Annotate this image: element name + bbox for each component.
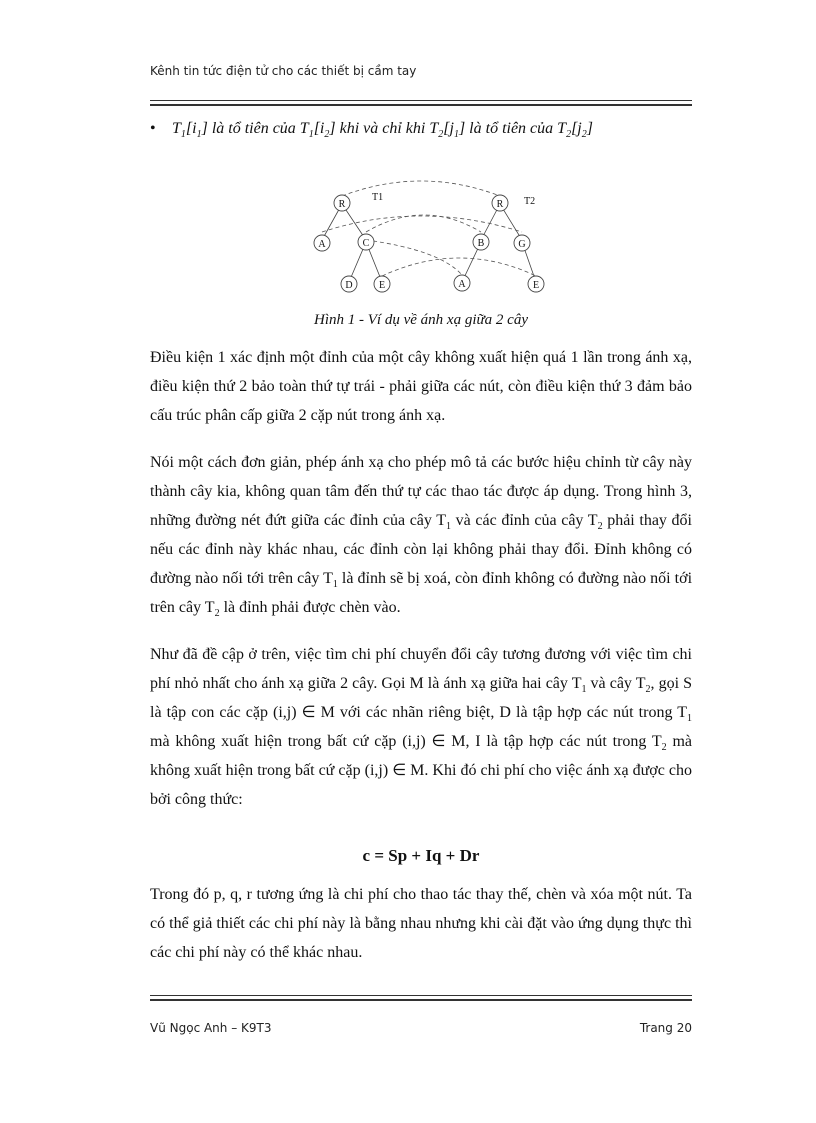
- svg-text:R: R: [496, 199, 504, 210]
- footer-page-number: Trang 20: [639, 1021, 692, 1035]
- svg-text:R: R: [338, 199, 346, 210]
- footer-rule-thin: [150, 995, 692, 996]
- svg-text:C: C: [362, 238, 370, 249]
- bullet-icon: •: [150, 120, 156, 137]
- tree1-label: T1: [372, 192, 384, 203]
- svg-text:A: A: [458, 279, 466, 290]
- mapping-c-a: [366, 240, 462, 275]
- header-rule-thin: [150, 100, 692, 101]
- tree2-label: T2: [524, 196, 536, 207]
- footer-author: Vũ Ngọc Anh – K9T3: [150, 1021, 272, 1035]
- mapping-e-e: [382, 258, 536, 276]
- figure-caption: Hình 1 - Ví dụ về ánh xạ giữa 2 cây: [314, 312, 528, 328]
- svg-text:G: G: [518, 239, 526, 250]
- mapping-c-b: [366, 215, 481, 232]
- footer-rule-thick: [150, 999, 692, 1001]
- svg-text:B: B: [477, 238, 485, 249]
- svg-text:E: E: [378, 280, 386, 291]
- paragraph-4: Trong đó p, q, r tương ứng là chi phí cho thao tác thay thế, chèn và xóa một nút. Ta có thể giả thiết các chi phí này là bằng nhau nhưng khi cài đặt vào ứng dụng thực thì các chi phí này có thể khác nhau.: [150, 886, 692, 961]
- page-header: Kênh tin tức điện tử cho các thiết bị cầm tay: [150, 64, 417, 78]
- svg-text:A: A: [318, 239, 326, 250]
- bullet-condition: • $T_1[i_1]$ là tổ tiên của $T_1[i_2]$ khi và chỉ khi $T_2[j_1]$ là tổ tiên của $T_2[j_2]$: [150, 120, 593, 141]
- header-rule-thick: [150, 104, 692, 106]
- svg-text:E: E: [532, 280, 540, 291]
- paragraph-1: Điều kiện 1 xác định một đỉnh của một cây không xuất hiện quá 1 lần trong ánh xạ, điều kiện thứ 2 bảo toàn thứ tự trái - phải giữa các nút, còn điều kiện thứ 3 đảm bảo cấu trúc phân cấp giữa 2 cặp nút trong ánh xạ.: [150, 349, 692, 424]
- svg-text:D: D: [345, 280, 353, 291]
- paragraph-3: Như đã đề cập ở trên, việc tìm chi phí chuyển đổi cây tương đương với việc tìm chi phí nhỏ nhất cho ánh xạ giữa 2 cây. Gọi M là ánh xạ giữa hai cây $T_1$ và cây $T_2$, gọi S là tập con các cặp (i,j) ∈ M với các nhãn riêng biệt, D là tập hợp các nút trong $T_1$ mà không xuất hiện trong bất cứ cặp (i,j) ∈ M, I là tập hợp các nút trong $T_2$ mà không xuất hiện trong bất cứ cặp (i,j) ∈ M. Khi đó chi phí cho việc ánh xạ được cho bởi công thức:: [150, 646, 693, 808]
- tree-mapping-figure: [300, 180, 560, 300]
- mapping-r-r: [342, 181, 500, 196]
- paragraph-2: Nói một cách đơn giản, phép ánh xạ cho phép mô tả các bước hiệu chỉnh từ cây này thành cây kia, không quan tâm đến thứ tự các thao tác được áp dụng. Trong hình 3, những đường nét đứt giữa các đỉnh của cây $T_1$ và các đỉnh của cây $T_2$ phải thay đổi nếu các đỉnh này khác nhau, các đỉnh còn lại không phải thay đổi. Đỉnh không có đường nào nối tới trên cây $T_1$ là đỉnh sẽ bị xoá, còn đỉnh không có đường nào nối tới trên cây $T_2$ là đỉnh phải được chèn vào.: [150, 454, 693, 620]
- cost-formula: c = Sp + Iq + Dr: [362, 846, 480, 865]
